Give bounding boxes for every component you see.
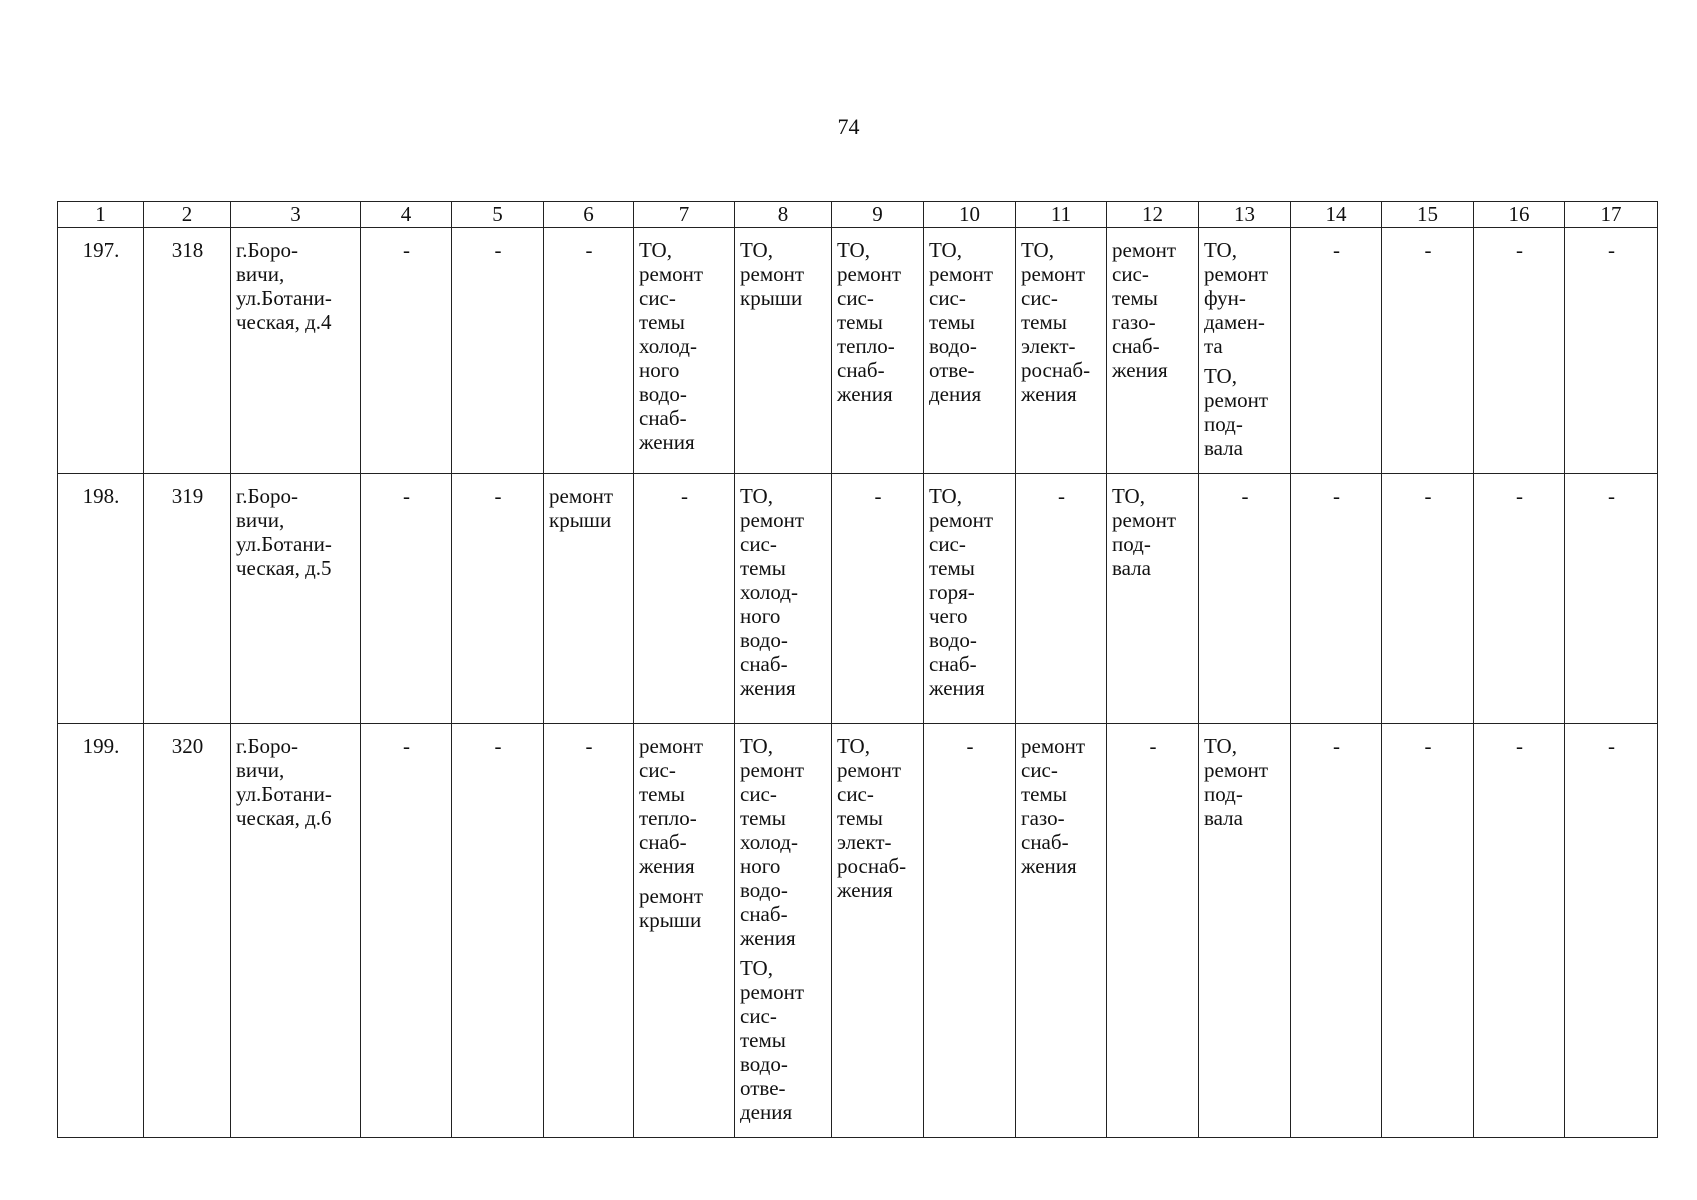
address-cell bbox=[231, 474, 361, 724]
work-item bbox=[929, 484, 1011, 700]
work-cell: - bbox=[1382, 724, 1474, 1138]
text-line: роснаб- bbox=[837, 854, 907, 878]
work-cell: - bbox=[361, 228, 452, 474]
work-cell: - bbox=[924, 724, 1016, 1138]
work-cell: - bbox=[452, 724, 544, 1138]
text-line: темы bbox=[1021, 782, 1067, 806]
address-line: ул.Ботани- bbox=[236, 782, 332, 806]
address-line: вичи, bbox=[236, 262, 285, 286]
text-line: темы bbox=[929, 310, 975, 334]
text-line: темы bbox=[639, 782, 685, 806]
text-line: сис- bbox=[1021, 286, 1058, 310]
text-line: ремонт bbox=[1204, 262, 1269, 286]
work-item bbox=[1204, 238, 1286, 358]
text-line: ремонт bbox=[929, 508, 994, 532]
text-line: снаб- bbox=[639, 406, 687, 430]
text-line: сис- bbox=[1021, 758, 1058, 782]
work-item bbox=[740, 734, 827, 950]
text-line: темы bbox=[1112, 286, 1158, 310]
text-line: темы bbox=[639, 310, 685, 334]
work-cell bbox=[1016, 724, 1107, 1138]
column-header: 14 bbox=[1291, 202, 1382, 228]
work-item bbox=[639, 884, 730, 932]
column-header: 9 bbox=[832, 202, 924, 228]
work-cell bbox=[1107, 474, 1199, 724]
work-cell: - bbox=[1565, 724, 1658, 1138]
work-cell: - bbox=[634, 474, 735, 724]
work-cell: - bbox=[1291, 724, 1382, 1138]
text-line: газо- bbox=[1112, 310, 1156, 334]
text-line: водо- bbox=[740, 878, 788, 902]
object-code-cell: 319 bbox=[144, 474, 231, 724]
text-line: тепло- bbox=[837, 334, 895, 358]
text-line: под- bbox=[1204, 412, 1243, 436]
work-item bbox=[929, 238, 1011, 406]
column-header: 7 bbox=[634, 202, 735, 228]
work-item bbox=[1021, 734, 1102, 878]
text-line: ТО, bbox=[1112, 484, 1145, 508]
text-line: ТО, bbox=[837, 734, 870, 758]
table-row bbox=[58, 724, 1658, 1138]
text-line: холод- bbox=[740, 580, 798, 604]
text-line: газо- bbox=[1021, 806, 1065, 830]
text-line: сис- bbox=[639, 758, 676, 782]
text-line: жения bbox=[740, 676, 796, 700]
column-header: 8 bbox=[735, 202, 832, 228]
text-line: жения bbox=[1112, 358, 1168, 382]
text-line: ТО, bbox=[929, 238, 962, 262]
address-line: ческая, д.6 bbox=[236, 806, 332, 830]
work-cell bbox=[924, 474, 1016, 724]
text-line: крыши bbox=[639, 908, 702, 932]
work-cell bbox=[832, 228, 924, 474]
work-cell bbox=[735, 474, 832, 724]
text-line: снаб- bbox=[929, 652, 977, 676]
address-line: ул.Ботани- bbox=[236, 532, 332, 556]
work-cell: - bbox=[1382, 228, 1474, 474]
text-line: крыши bbox=[549, 508, 612, 532]
text-line: сис- bbox=[740, 1004, 777, 1028]
text-line: снаб- bbox=[1112, 334, 1160, 358]
text-line: сис- bbox=[740, 782, 777, 806]
text-line: горя- bbox=[929, 580, 975, 604]
work-item bbox=[837, 734, 919, 902]
text-line: водо- bbox=[929, 628, 977, 652]
column-number-row bbox=[58, 202, 1658, 228]
text-line: снаб- bbox=[740, 652, 788, 676]
text-line: ТО, bbox=[837, 238, 870, 262]
page-number: 74 bbox=[837, 114, 860, 139]
text-line: снаб- bbox=[837, 358, 885, 382]
text-line: дения bbox=[929, 382, 982, 406]
work-item bbox=[740, 956, 827, 1124]
work-cell bbox=[735, 228, 832, 474]
text-line: элект- bbox=[837, 830, 892, 854]
column-header: 6 bbox=[544, 202, 634, 228]
column-header: 3 bbox=[231, 202, 361, 228]
text-line: ного bbox=[740, 854, 781, 878]
repair-schedule-table bbox=[57, 201, 1658, 1138]
text-line: сис- bbox=[929, 286, 966, 310]
text-line: ремонт bbox=[929, 262, 994, 286]
text-line: сис- bbox=[1112, 262, 1149, 286]
text-line: фун- bbox=[1204, 286, 1246, 310]
column-header: 5 bbox=[452, 202, 544, 228]
text-line: водо- bbox=[929, 334, 977, 358]
text-line: элект- bbox=[1021, 334, 1076, 358]
work-cell: - bbox=[1474, 474, 1565, 724]
text-line: темы bbox=[837, 310, 883, 334]
text-line: сис- bbox=[837, 286, 874, 310]
address-line: г.Боро- bbox=[236, 484, 299, 508]
text-line: ремонт bbox=[740, 980, 805, 1004]
text-line: дамен- bbox=[1204, 310, 1265, 334]
text-line: ного bbox=[639, 358, 680, 382]
work-cell: - bbox=[1474, 724, 1565, 1138]
text-line: ремонт bbox=[1112, 508, 1177, 532]
object-code-cell: 320 bbox=[144, 724, 231, 1138]
work-cell: - bbox=[1199, 474, 1291, 724]
text-line: вала bbox=[1204, 806, 1243, 830]
text-line: водо- bbox=[740, 1052, 788, 1076]
column-header: 13 bbox=[1199, 202, 1291, 228]
text-line: жения bbox=[639, 854, 695, 878]
text-line: вала bbox=[1204, 436, 1243, 460]
row-number-cell: 199. bbox=[58, 724, 144, 1138]
work-item bbox=[1204, 364, 1286, 460]
work-cell: - bbox=[1565, 474, 1658, 724]
address-line: ул.Ботани- bbox=[236, 286, 332, 310]
text-line: ТО, bbox=[740, 956, 773, 980]
text-line: ТО, bbox=[740, 484, 773, 508]
text-line: холод- bbox=[639, 334, 697, 358]
row-number-cell: 198. bbox=[58, 474, 144, 724]
text-line: под- bbox=[1112, 532, 1151, 556]
work-item bbox=[549, 484, 629, 532]
work-cell bbox=[735, 724, 832, 1138]
address-cell bbox=[231, 724, 361, 1138]
work-cell: - bbox=[544, 724, 634, 1138]
work-cell: - bbox=[361, 474, 452, 724]
text-line: жения bbox=[639, 430, 695, 454]
text-line: ТО, bbox=[639, 238, 672, 262]
address-line: вичи, bbox=[236, 508, 285, 532]
work-cell: - bbox=[1107, 724, 1199, 1138]
text-line: ного bbox=[740, 604, 781, 628]
text-line: водо- bbox=[740, 628, 788, 652]
text-line: холод- bbox=[740, 830, 798, 854]
table-row bbox=[58, 228, 1658, 474]
text-line: отве- bbox=[929, 358, 975, 382]
text-line: ремонт bbox=[837, 758, 902, 782]
object-code-cell: 318 bbox=[144, 228, 231, 474]
work-item bbox=[740, 484, 827, 700]
text-line: снаб- bbox=[740, 902, 788, 926]
text-line: водо- bbox=[639, 382, 687, 406]
text-line: дения bbox=[740, 1100, 793, 1124]
text-line: темы bbox=[740, 556, 786, 580]
work-cell bbox=[1199, 228, 1291, 474]
address-line: г.Боро- bbox=[236, 734, 299, 758]
work-cell: - bbox=[1382, 474, 1474, 724]
text-line: ТО, bbox=[1204, 238, 1237, 262]
work-cell bbox=[832, 724, 924, 1138]
text-line: жения bbox=[740, 926, 796, 950]
work-cell: - bbox=[1291, 228, 1382, 474]
text-line: ремонт bbox=[740, 508, 805, 532]
column-header: 12 bbox=[1107, 202, 1199, 228]
text-line: ремонт bbox=[549, 484, 614, 508]
address-line: ческая, д.4 bbox=[236, 310, 332, 334]
work-item bbox=[837, 238, 919, 406]
work-item bbox=[1021, 238, 1102, 406]
text-line: сис- bbox=[639, 286, 676, 310]
column-header: 10 bbox=[924, 202, 1016, 228]
work-item bbox=[740, 238, 827, 310]
text-line: ТО, bbox=[1204, 734, 1237, 758]
address-cell bbox=[231, 228, 361, 474]
text-line: снаб- bbox=[1021, 830, 1069, 854]
work-cell bbox=[544, 474, 634, 724]
column-header: 15 bbox=[1382, 202, 1474, 228]
text-line: ремонт bbox=[1204, 388, 1269, 412]
work-item bbox=[639, 238, 730, 454]
text-line: под- bbox=[1204, 782, 1243, 806]
work-item bbox=[1112, 238, 1194, 382]
text-line: ТО, bbox=[929, 484, 962, 508]
text-line: ремонт bbox=[1021, 262, 1086, 286]
work-cell bbox=[634, 228, 735, 474]
work-cell: - bbox=[452, 228, 544, 474]
text-line: снаб- bbox=[639, 830, 687, 854]
table-row bbox=[58, 474, 1658, 724]
work-cell: - bbox=[1016, 474, 1107, 724]
text-line: темы bbox=[740, 1028, 786, 1052]
work-cell: - bbox=[1474, 228, 1565, 474]
text-line: сис- bbox=[929, 532, 966, 556]
text-line: ремонт bbox=[837, 262, 902, 286]
work-item bbox=[1112, 484, 1194, 580]
text-line: ремонт bbox=[639, 262, 704, 286]
text-line: сис- bbox=[837, 782, 874, 806]
column-header: 16 bbox=[1474, 202, 1565, 228]
work-cell bbox=[634, 724, 735, 1138]
text-line: сис- bbox=[740, 532, 777, 556]
text-line: темы bbox=[740, 806, 786, 830]
text-line: ремонт bbox=[740, 262, 805, 286]
text-line: жения bbox=[929, 676, 985, 700]
text-line: темы bbox=[1021, 310, 1067, 334]
column-header: 1 bbox=[58, 202, 144, 228]
text-line: ремонт bbox=[1112, 238, 1177, 262]
work-cell: - bbox=[544, 228, 634, 474]
text-line: роснаб- bbox=[1021, 358, 1091, 382]
work-cell: - bbox=[832, 474, 924, 724]
work-cell: - bbox=[361, 724, 452, 1138]
column-header: 4 bbox=[361, 202, 452, 228]
work-item bbox=[1204, 734, 1286, 830]
work-cell bbox=[1199, 724, 1291, 1138]
text-line: та bbox=[1204, 334, 1223, 358]
text-line: жения bbox=[1021, 382, 1077, 406]
work-cell: - bbox=[1565, 228, 1658, 474]
column-header: 17 bbox=[1565, 202, 1658, 228]
address-line: вичи, bbox=[236, 758, 285, 782]
text-line: жения bbox=[837, 878, 893, 902]
text-line: темы bbox=[929, 556, 975, 580]
text-line: ТО, bbox=[1204, 364, 1237, 388]
text-line: крыши bbox=[740, 286, 803, 310]
text-line: ремонт bbox=[740, 758, 805, 782]
text-line: ремонт bbox=[1021, 734, 1086, 758]
text-line: ТО, bbox=[1021, 238, 1054, 262]
work-item bbox=[639, 734, 730, 878]
work-cell: - bbox=[1291, 474, 1382, 724]
text-line: ремонт bbox=[639, 884, 704, 908]
text-line: жения bbox=[1021, 854, 1077, 878]
column-header: 2 bbox=[144, 202, 231, 228]
text-line: ремонт bbox=[639, 734, 704, 758]
address-line: ческая, д.5 bbox=[236, 556, 332, 580]
text-line: ТО, bbox=[740, 734, 773, 758]
text-line: жения bbox=[837, 382, 893, 406]
work-cell bbox=[1107, 228, 1199, 474]
work-cell bbox=[924, 228, 1016, 474]
column-header: 11 bbox=[1016, 202, 1107, 228]
address-line: г.Боро- bbox=[236, 238, 299, 262]
text-line: чего bbox=[929, 604, 968, 628]
text-line: отве- bbox=[740, 1076, 786, 1100]
text-line: ремонт bbox=[1204, 758, 1269, 782]
row-number-cell: 197. bbox=[58, 228, 144, 474]
text-line: вала bbox=[1112, 556, 1151, 580]
text-line: тепло- bbox=[639, 806, 697, 830]
text-line: темы bbox=[837, 806, 883, 830]
work-cell bbox=[1016, 228, 1107, 474]
work-cell: - bbox=[452, 474, 544, 724]
text-line: ТО, bbox=[740, 238, 773, 262]
